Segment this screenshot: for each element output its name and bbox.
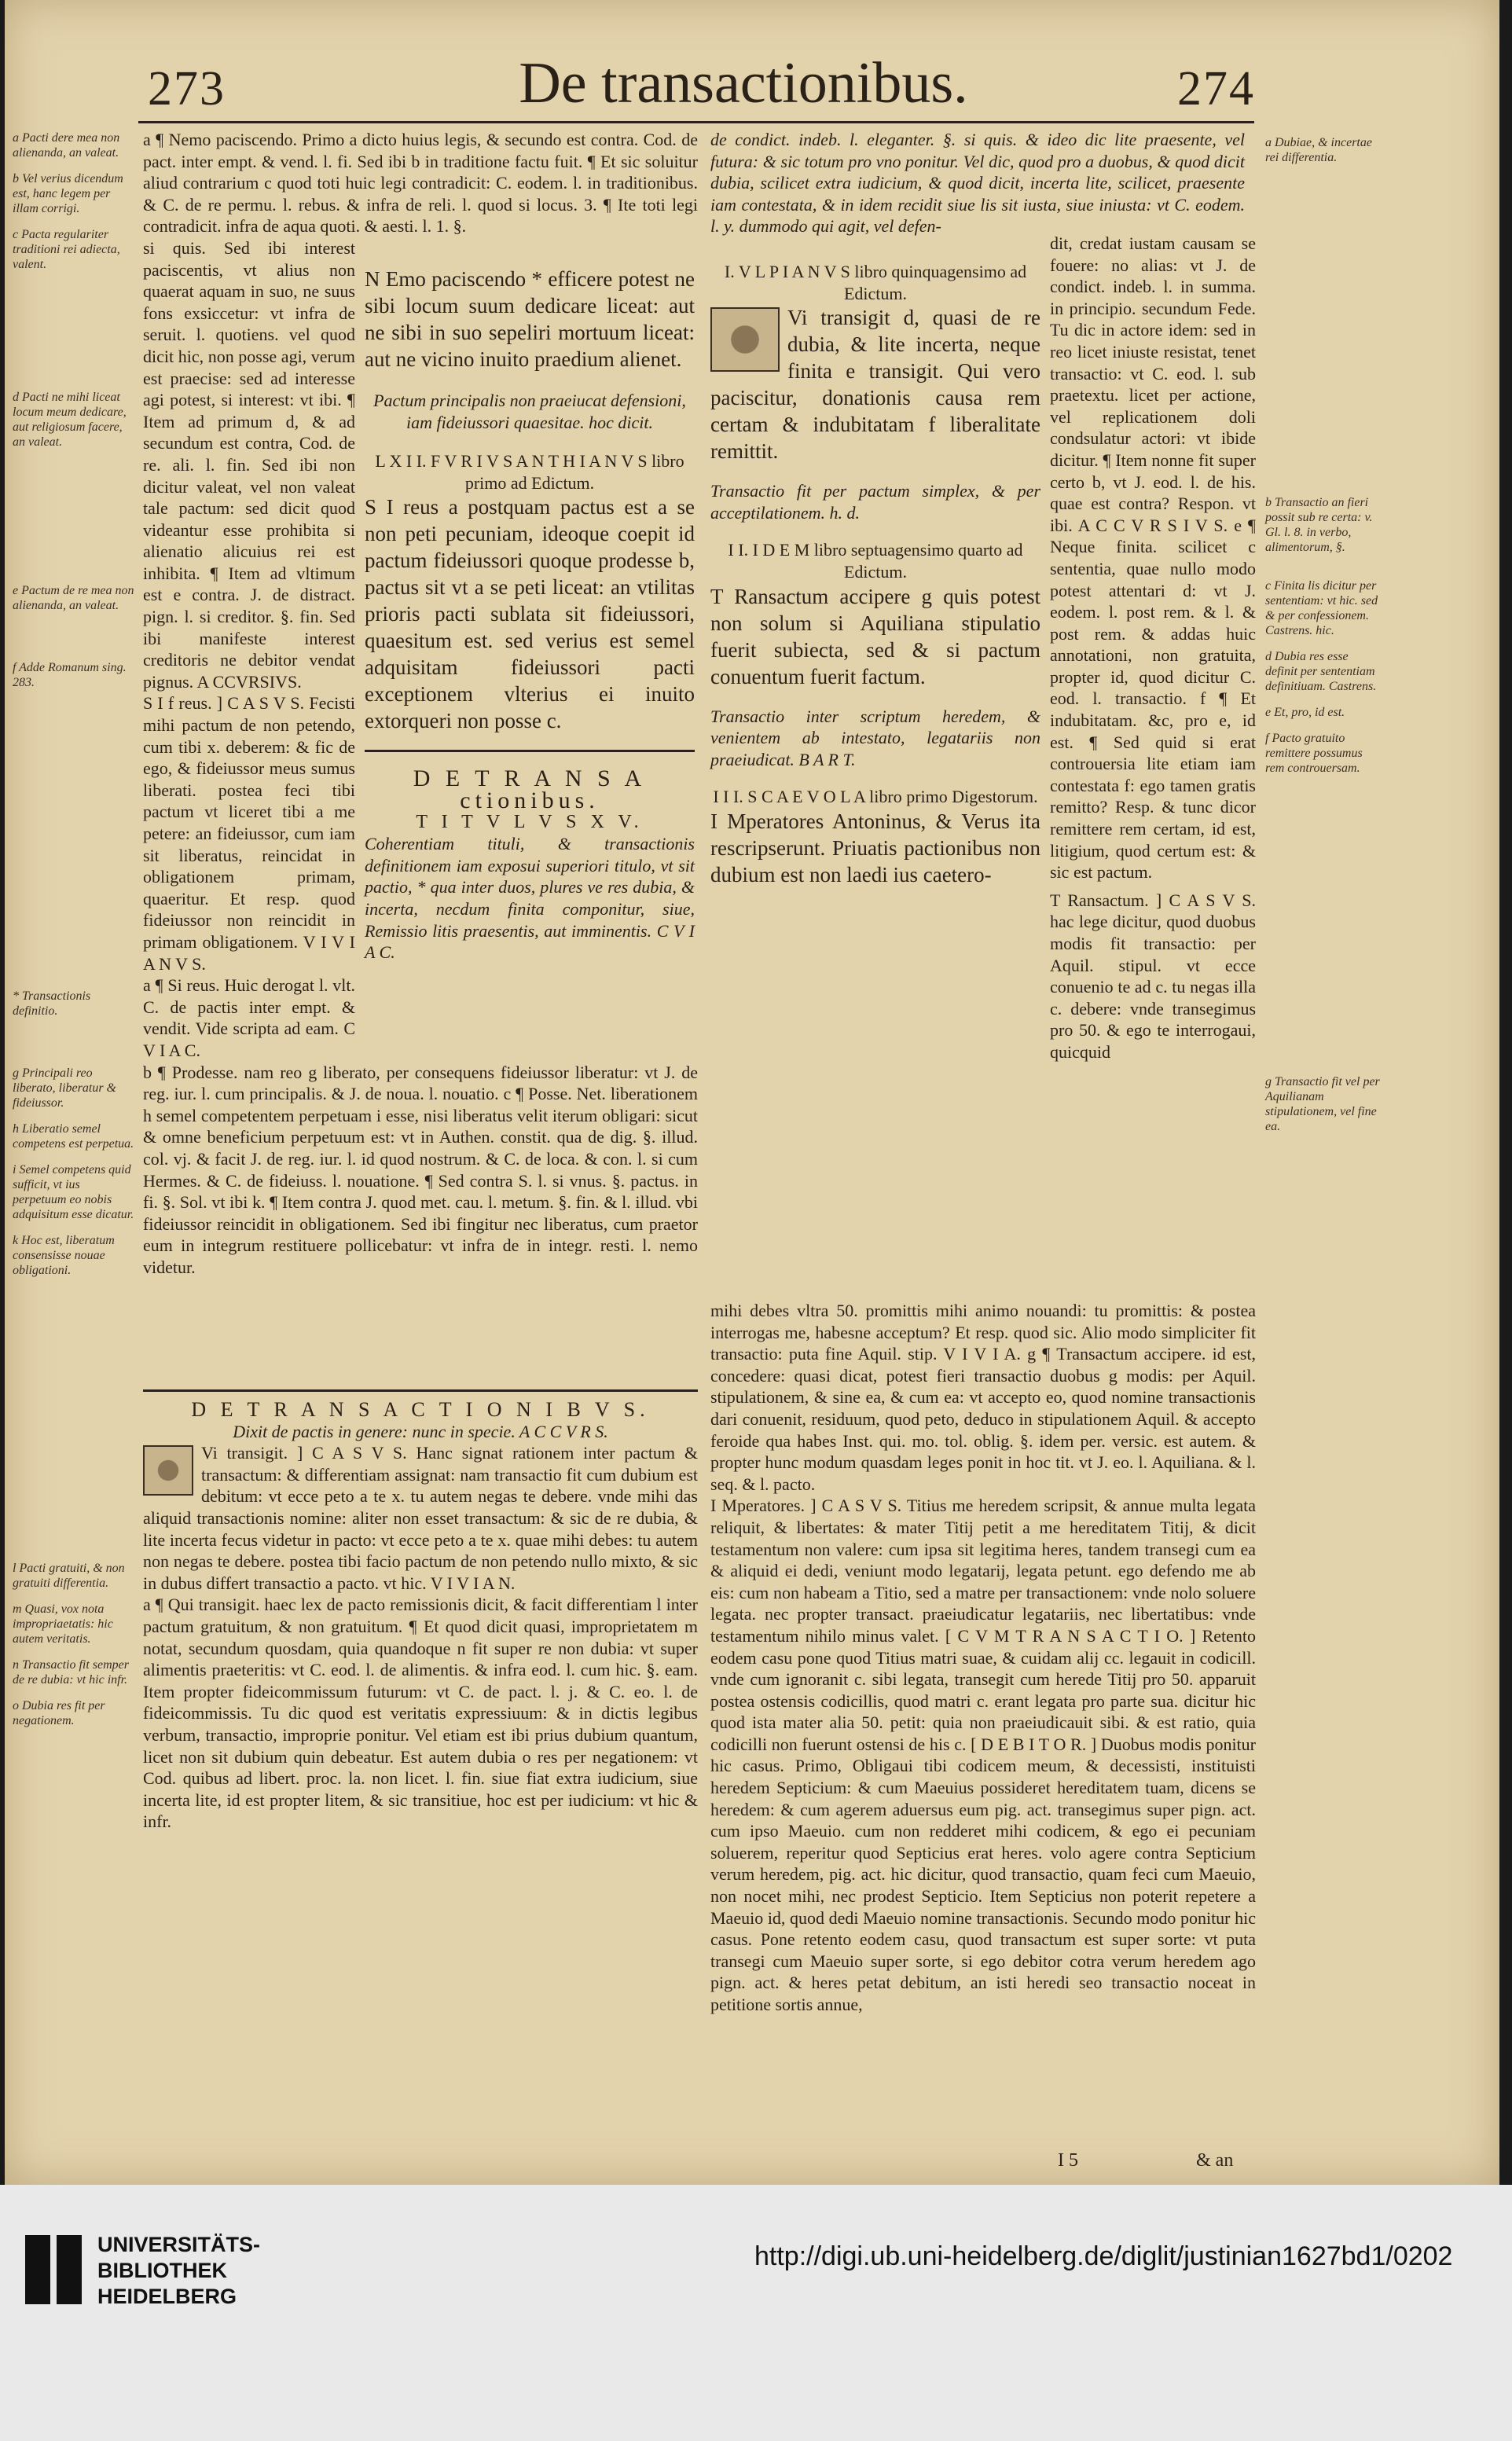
ornamental-initial — [710, 307, 780, 372]
margin-note: b Transactio an fieri possit sub re certa: v. Gl. l. 8. in verbo, alimentorum, §. — [1265, 496, 1373, 554]
gloss-paragraph: I Mperatores. ] C A S V S. Titius me heredem scripsit, & annue multa legata reliquit, & libertates: & mater Titij petit a me hereditatem Titij, & dicit testamentum non valere: cum ipsa sit legitima heres, tandem transegi cum ea & aliquid ei dedi, veniunt modo legatarij, legata petunt. ego defendo me ab eis: cum non habeam a Titio, sed a matre per transactionem: vnde nolo soluere legata. nec propter transact. praeiudicatur legatariis, nec libertatibus: vnde testamentum nihilo minus valet. [ C V M T R A N S A C T I O. ] Retento eodem casu pone quod Titius matri suae, & cuidam alij cc. legauit in codicill. vnde cum ignoranit c. sibi legata, transegit cum herede Titij pro 50. apparuit postea ostensis codicillis, quod matri c. erant legata pro parte sua. dicitur hic quod ista mater alia 50. petit: quia non praeiudicauit sibi. & est ratio, quia codicilli non fuerunt ostensi de his c. [ D E B I T O R. ] Duobus modis ponitur hic casus. Primo, Obligaui tibi codicem meum, & decessisti, instituisti heredem Septicium: & cum Maeuius possideret hereditatem tuam, dicens se heredem: & cum agerem aduersus eum pig. act. transegimus super pign. act. cum ipso Maeuio. cum non redderet mihi codicem, & ego ei pecuniam soluerem, reperitur quod Septicius erat heres. volo agere contra Septicium verum heredem, pig. act. hic dicitur, quod transactio, quam feci cum Maeuio, non nocet mihi, nec prodest Septicio. Item Septicius non poterit repetere a Maeuio id, quod dedi Maeuio nomine transactionis. Secundo modo ponitur hic casus. Pone retento eodem casu, quod transactum est super sorte: vt puta transegi cum Maeuio super sorte, si ego debitor cotra verum heredem ago pign. act. & heres petat debitum, an isti heredi seo transactio noceat in petitione sortis annue, — [710, 1496, 1256, 2014]
margin-note: * Transactionis definitio. — [13, 989, 91, 1018]
text-column-2 — [365, 266, 695, 1209]
section-rule — [365, 750, 695, 752]
margin-note: b Vel verius dicendum est, hanc legem per illam corrigi. — [13, 172, 123, 215]
lex-summary: Transactio inter scriptum heredem, & venientem ab intestato, legatariis non praeiudicat. B A R T. — [710, 706, 1040, 769]
margin-note: i Semel competens quid sufficit, vt ius perpetuum eo nobis adquisitum esse dicatur. — [13, 1163, 134, 1221]
margin-note: c Pacta regulariter traditioni rei adiecta, valent. — [13, 228, 120, 271]
margin-note: l Pacti gratuiti, & non gratuiti differentia. — [13, 1562, 125, 1590]
margin-note: n Transactio fit semper de re dubia: vt hic infr. — [13, 1658, 130, 1687]
library-footer — [0, 2185, 1512, 2441]
page-title: De transactionibus. — [519, 51, 968, 116]
gloss-lower-right — [710, 1300, 1256, 2153]
lex-heading: I I. I D E M libro septuagensimo quarto ad Edictum. — [728, 540, 1023, 582]
margin-note: a Dubiae, & incertae rei differentia. — [1265, 136, 1372, 164]
gloss-subheading: Dixit de pactis in genere: nunc in specie. A C C V R S. — [233, 1421, 608, 1441]
lex-heading: I. V L P I A N V S libro quinquagensimo ad Edictum. — [724, 261, 1027, 303]
gloss-paragraph: si quis. Sed ibi interest paciscentis, vt alius non quaerat aquam in suo, ne suus fons exsiccetur: vt infra de seruit. l. quotiens. vel quod dicit hic, non posse agi, verum est praecise: sed ad interesse agi potest, si interest: vt ibi. ¶ Item ad primum d, & ad secundum est contra, Cod. de re. ali. l. fin. Sed ibi non dicitur valeat, vel non valeat tale pactum: sed dicit quod videantur esse prohibita si alienatio alicuius rei est inhibita. ¶ Item ad vltimum est e contra. J. de distract. pign. l. si creditor. §. fin. Sed ibi manifeste interest creditoris ne debitor vendat pignus. A CCVRSIVS. — [143, 237, 355, 692]
margin-note: o Dubia res fit per negationem. — [13, 1699, 105, 1727]
margin-note: m Quasi, vox nota impropriaetatis: hic autem veritatis. — [13, 1602, 113, 1646]
ornamental-initial — [143, 1445, 193, 1496]
catchword: & an — [1196, 2150, 1234, 2171]
lex-heading: L X I I. F V R I V S A N T H I A N V S libro primo ad Edictum. — [375, 451, 684, 493]
gloss-paragraph: b ¶ Prodesse. nam reo g liberato, per consequens fideiussor liberatur: vt J. de reg. iur. l. cum principalis. & J. de noua. l. nouatio. c ¶ Posse. Net. liberationem h semel competentem perpetuam i esse, nisi liberatus velit iterum obligari: sicut & omne beneficium perpetuum est: vt in Authen. constit. qua de dig. §. illud. col. vj. & facit J. de reg. iur. l. id quod nostrum. & C. de loca. & con. l. si cum Hermes. & C. de fideiuss. l. nouatione. ¶ Sed contra S. l. si vnus. §. pactus. in fi. §. Sol. vt ibi k. ¶ Item contra J. quod met. cau. l. metum. §. fin. & l. illud. vbi fideiussor reincidit in obligationem. Sed ibi fingitur nec liberatus, cum praetor eum in integrum restituere pollicebatur: vt infra de in integr. resti. l. nemo videtur. — [143, 1062, 698, 1277]
margin-note: e Pactum de re mea non alienanda, an valeat. — [13, 584, 134, 612]
library-name-line: BIBLIOTHEK — [97, 2259, 227, 2282]
margin-note: k Hoc est, liberatum consensisse nouae obligationi. — [13, 1234, 115, 1277]
lex-summary: Transactio fit per pactum simplex, & per acceptilationem. h. d. — [710, 481, 1040, 523]
gloss-paragraph: a ¶ Qui transigit. haec lex de pacto remissionis dicit, & facit differentiam l inter pactum gratuitum, & non gratuitum. ¶ Et quod dicit quasi, improprietatem m notat, secundum quosdam, quia quandoque n fit super re non dubia: vt super alimentis praeteritis: vt C. eod. l. de alimentis. & infra eod. l. cum hic. §. eam. Item propter fideicommissum futurum: vt C. de pact. l. j. & C. eo. l. de fideicommissis. Tu dic quod est veritatis expressiuum: & in dictis legibus verbum, transactio, improprie ponitur. Vel etiam est ibi prius dubium quantum, licet non sit dubium quin debeatur. Est autem dubia o res per negationem: vt Cod. quibus ad libert. proc. la. non licet. l. fin. siue fiat extra iudicium, siue incerta lite, id est propter litem, & sic transitiue, hoc est per iudicium: vt hic & infr. — [143, 1595, 698, 1832]
margin-note: f Adde Romanum sing. 283. — [13, 661, 127, 689]
gloss-paragraph: a ¶ Si reus. Huic derogat l. vlt. C. de pactis inter empt. & vendit. Vide scripta ad eam. C V I A C. — [143, 975, 355, 1060]
section-rule — [143, 1389, 698, 1392]
lex-text: I Mperatores Antoninus, & Verus ita rescripserunt. Priuatis pactionibus non dubium est non laedi ius caetero- — [710, 809, 1040, 886]
margin-note: h Liberatio semel competens est perpetua. — [13, 1122, 134, 1151]
library-name-line: HEIDELBERG — [97, 2285, 237, 2308]
title-summary: Coherentiam tituli, & transactionis definitionem iam exposui superiori titulo, vt sit pactio, * qua inter duos, plures ve res dubia, & incerta, necdum finita componitur, siue, Remissio litis praesentis, aut imminentis. C V I A C. — [365, 834, 695, 963]
gloss-column-4 — [1050, 233, 1256, 1301]
lex-text: N Emo paciscendo * efficere potest ne sibi locum suum dedicare liceat: aut ne sibi in suo sepeliri mortuum liceat: aut ne vicino inuito praedium alienet. — [365, 267, 695, 371]
right-margin-notes-lower — [1265, 1367, 1383, 1477]
margin-note: d Pacti ne mihi liceat locum meum dedicare, aut religiosum facere, an valeat. — [13, 391, 127, 449]
lex-text: T Ransactum accipere g quis potest non solum si Aquiliana stipulatio fuerit subiecta, sed & si pactum conuentum fuerit factum. — [710, 584, 1040, 688]
library-name-line: UNIVERSITÄTS- — [97, 2233, 261, 2256]
gloss-lower-left — [143, 1399, 698, 2153]
gloss-casus: T Ransactum. ] C A S V S. hac lege dicitur, quod duobus modis fit transactio: per Aquil. stipul. vt ecce conuenio te ad c. tu negas illa c. debere: vnde transegimus pro 50. & ego te interrogaui, quicquid — [1050, 890, 1256, 1062]
gloss-heading: D E T R A N S A C T I O N I B V S. — [191, 1398, 650, 1421]
margin-note: g Principali reo liberato, liberatur & fideiussor. — [13, 1066, 116, 1110]
book-page — [5, 0, 1499, 2185]
left-margin-notes — [13, 130, 137, 2158]
gloss-paragraph: a ¶ Nemo paciscendo. Primo a dicto huius legis, & secundo est contra. Cod. de pact. inter empt. & vend. l. fi. Sed ibi b in traditione factu fuit. ¶ Et sic soluitur aliud contrarium c quod toti huic legi contradicit: C. eodem. l. in traditionibus. & C. de re permu. l. rebus. & infra de reli. l. quod si locus. 3. ¶ Ite toti legi contradicit. infra de aqua quoti. & aesti. l. 1. §. — [143, 130, 698, 237]
margin-note: a Pacti dere mea non alienanda, an valeat. — [13, 131, 120, 160]
signature-mark: I 5 — [1058, 2150, 1078, 2171]
lex-summary: Pactum principalis non praeiucat defensioni, iam fideiussori quaesitae. hoc dicit. — [373, 391, 686, 432]
gloss-paragraph: mihi debes vltra 50. promittis mihi animo nouandi: tu promittis: & postea interrogas me, habesne acceptum? Et resp. quod sic. Alio modo simpliciter fit transactio: puta fine Aquil. stip. V I V I A. g ¶ Transactum accipere. id est, concedere: quasi dicat, potest fieri transactio duobus g modis: per Aquil. stipulationem, & sine ea, & cum ea: vt accepto eo, quod nomine transactionis dari conuenit, residuum, quod peto, deduco in stipulationem Aquil. & accepto feroide qua habes Inst. qui. mo. tol. oblig. §. idem per. versic. est autem. & propter hunc modum quasdam leges ponit in hoc tit. vt J. eo. l. Aquiliana. & l. seq. & l. pacto. — [710, 1301, 1256, 1494]
margin-note: d Dubia res esse definit per sententiam definitiuam. Castrens. — [1265, 650, 1377, 693]
university-library-logo — [20, 2230, 88, 2309]
margin-note: f Pacto gratuito remittere possumus rem controuersam. — [1265, 732, 1363, 775]
margin-note: e Et, pro, id est. — [1265, 706, 1345, 719]
title-number: T I T V L V S X V. — [416, 811, 644, 832]
gloss-paragraph: Vi transigit. ] C A S V S. Hanc signat rationem inter pactum & transactum: & differentiam assignat: nam transactio fit cum dubium est debitum: vt ecce peto a te x. tu autem negas te debere. vnde mihi das aliquid transactionis nomine: aliter non esset transactum: & sic de re dubia, & lite incerta fecus videtur in pacto: vt ecce peto a te x. quae mihi debes: tu autem non negas te debere. postea tibi facio pactum de non petendo nullo mixto, & sic in dubus differt transactio a pacto. vt hic. V I V I A N. — [143, 1443, 698, 1593]
page-number-left: 273 — [148, 62, 226, 116]
margin-note: c Finita lis dicitur per sententiam: vt hic. sed & per confessionem. Castrens. hic. — [1265, 579, 1378, 637]
lex-text: S I reus a postquam pactus est a se non peti pecuniam, ideoque coepit id pactum fideiussori quoque prodesse b, pactus sit vt a se peti liceat: an vtilitas prioris pacti sublata sit fideiussori, quaesitum est. sed verius est semel adquisitam fideiussori pacti exceptionem vlterius ei inuito extorqueri non posse c. — [365, 495, 695, 733]
lex-text: Vi transigit d, quasi de re dubia, & lite incerta, neque finita e transigit. Qui vero paciscitur, donationis causa rem certam & indubitatam f liberalitate remittit. — [710, 306, 1040, 464]
title-heading: D E T R A N S A ctionibus. — [413, 765, 647, 813]
gloss-text: dit, credat iustam causam se fouere: no alias: vt J. de condict. indeb. l. in summa. in principio. secundum Fede. Tu dic in actore idem: sed in reo licet iniuste resistat, tenet transactio: vt C. eod. l. sub praetextu. licet per actione, vel replicationem doli condsulatur actori: vt ibide dicitur. ¶ Item nonne fit super certo b, vt J. eod. l. de his. quae est contra? Respon. vt ibi. A C C V R S I V S. e ¶ Neque finita. scilicet c sententia, quae nullo modo potest attentari d: vt J. eodem. l. post rem. & l. & post rem. & addas huic annotationi, non gratuita, propter id, quod dicitur C. eod. l. transactio. f ¶ Et indubitatam. &c, pro e, id est. ¶ Sed quid si erat controuersia lite etiam iam contestata f: ego tamen gratis remitto? Resp. & tunc dicor remittere rem certam, id est, litigium, quod certum est: & sic est pactum. — [1050, 233, 1256, 883]
gloss-paragraph: S I f reus. ] C A S V S. Fecisti mihi pactum de non petendo, cum tibi x. deberem: & fic de ego, & fideiussor meus sumus liberati. postea feci tibi pactum vt liceret tibi a me petere: an fideiussor, cum iam sit liberatus, reincidat in obligationem primam, quaeritur. Et resp. quod fideiussor non reincidit in primam obligationem. V I V I A N V S. — [143, 693, 355, 974]
header-rule — [138, 121, 1254, 123]
margin-note: g Transactio fit vel per Aquilianam stipulationem, vel fine ea. — [1265, 1075, 1380, 1133]
library-name — [97, 2232, 260, 2310]
gloss-text: de condict. indeb. l. eleganter. §. si quis. & ideo dic lite praesente, vel futura: & sic totum pro vno ponitur. Vel dic, quod pro a duobus, & quod dicit dubia, scilicet extra iudicium, & quod dicit, incerta lite, scilicet, praesente iam contestata, & in idem recidit siue lis sit iusta, siue iniusta: vt C. eodem. l. y. dummodo qui agit, vel defen- — [710, 130, 1245, 237]
digitization-url[interactable]: http://digi.ub.uni-heidelberg.de/diglit/justinian1627bd1/0202 — [754, 2241, 1453, 2271]
page-number-right: 274 — [1177, 62, 1255, 116]
lex-heading: I I I. S C A E V O L A libro primo Digestorum. — [713, 787, 1038, 807]
